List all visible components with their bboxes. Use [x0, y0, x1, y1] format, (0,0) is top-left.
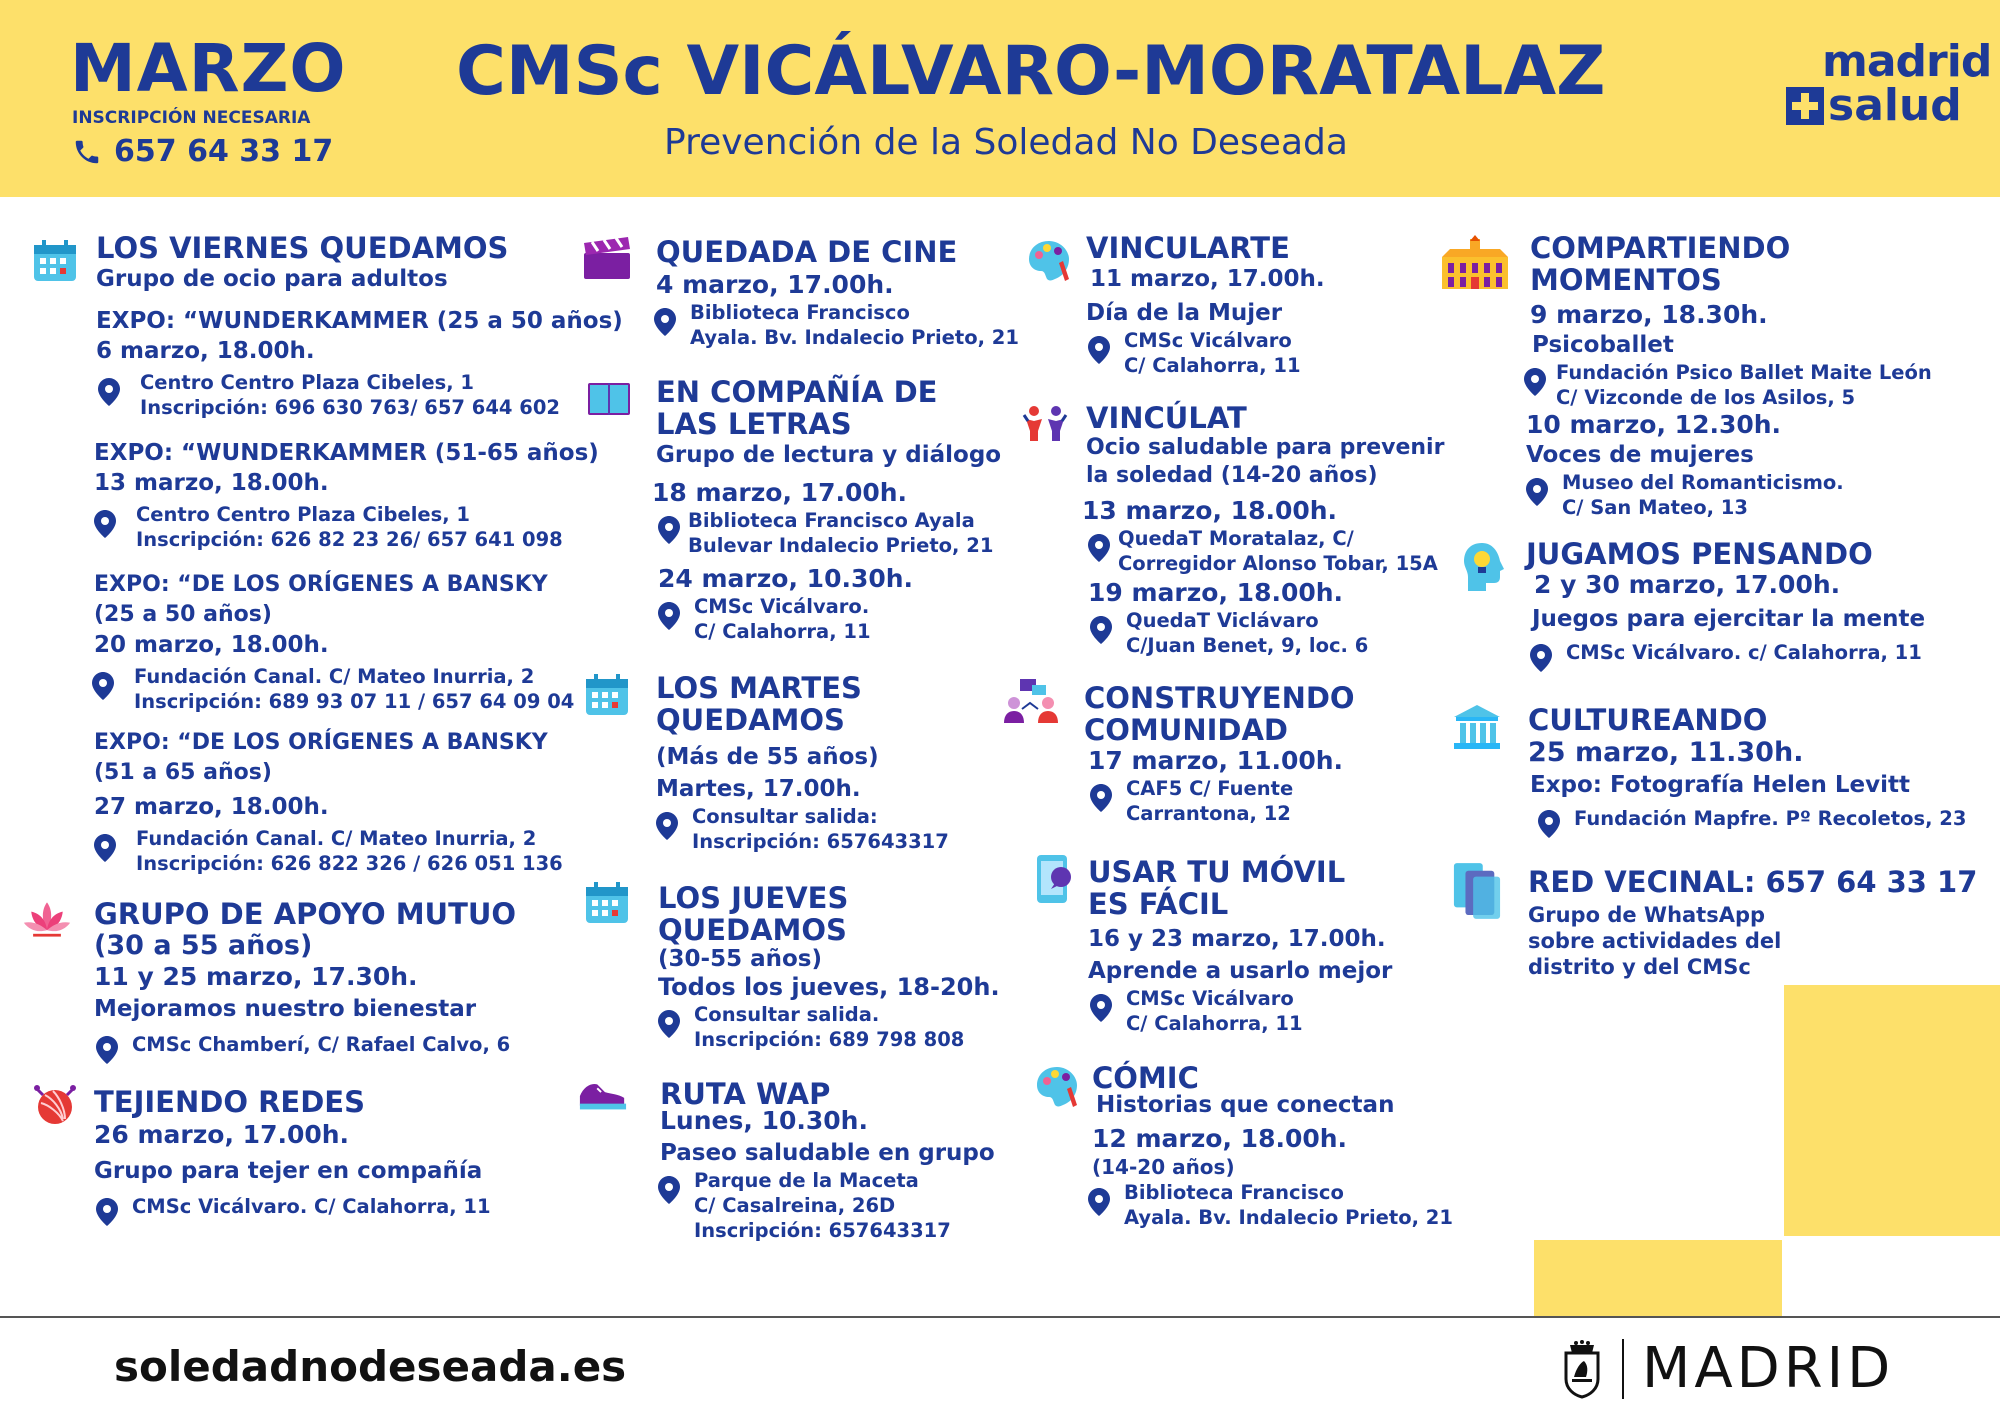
event-date: 24 marzo, 10.30h. — [658, 564, 914, 593]
location-line: C/ San Mateo, 13 — [1562, 496, 1748, 519]
location-line: CMSc Vicálvaro. C/ Calahorra, 11 — [132, 1195, 491, 1218]
location-line: Inscripción: 657643317 — [692, 830, 949, 853]
event-date: 18 marzo, 17.00h. — [652, 478, 908, 507]
section-compartiendo — [1438, 232, 1998, 520]
section-title: RUTA WAP — [660, 1077, 831, 1111]
location-line: Consultar salida: — [692, 805, 878, 828]
location-pin-icon — [1090, 616, 1112, 644]
event-title: EXPO: “WUNDERKAMMER (51-65 años) — [94, 440, 599, 466]
section-title: EN COMPAÑÍA DE — [656, 375, 938, 409]
event-desc: Voces de mujeres — [1526, 442, 1754, 468]
section-jugamos — [1438, 538, 1998, 672]
location — [30, 1190, 570, 1226]
location-line: Biblioteca Francisco Ayala — [688, 509, 975, 532]
event-date: 26 marzo, 17.00h. — [94, 1120, 350, 1149]
event-date: 11 y 25 marzo, 17.30h. — [94, 962, 418, 991]
location-line: Fundación Mapfre. Pº Recoletos, 23 — [1574, 807, 1967, 830]
lotus-icon — [22, 894, 72, 944]
location-line: Fundación Psico Ballet Maite León — [1556, 361, 1932, 384]
section-comic — [1002, 1061, 1453, 1230]
section-vinculat — [1002, 401, 1445, 658]
phone-chat-icon — [1030, 854, 1080, 904]
column-3 — [1002, 231, 1453, 1230]
column-2 — [582, 236, 1022, 1243]
section-subtitle: Grupo de ocio para adultos — [96, 266, 448, 292]
location — [582, 804, 1022, 854]
location-pin-icon — [658, 1176, 680, 1204]
section-movil — [1002, 856, 1442, 1036]
location — [582, 1168, 1022, 1243]
location-pin-icon — [96, 1198, 118, 1226]
head-lightbulb-icon — [1458, 542, 1508, 592]
event-date: 20 marzo, 18.00h. — [94, 632, 329, 658]
location — [1438, 470, 1998, 520]
book-icon — [584, 374, 634, 424]
location-line: C/ Calahorra, 11 — [694, 620, 871, 643]
section-title: COMPARTIENDO — [1530, 231, 1791, 265]
madrid-salud-logo — [1822, 36, 1992, 131]
footer-divider — [0, 1316, 2000, 1318]
section-subtitle: Historias que conectan — [1096, 1092, 1395, 1118]
location-line: Fundación Canal. C/ Mateo Inurria, 2 — [136, 827, 537, 850]
location-line: Biblioteca Francisco — [1124, 1181, 1344, 1204]
section-subtitle: Ocio saludable para prevenir — [1086, 435, 1445, 460]
event-age: (14-20 años) — [1092, 1155, 1235, 1179]
location — [582, 508, 1022, 558]
event-title: EXPO: “DE LOS ORÍGENES A BANSKY — [94, 730, 548, 755]
section-title: COMUNIDAD — [1084, 713, 1288, 747]
location-line: QuedaT Moratalaz, C/ — [1118, 527, 1354, 550]
location-line: Carrantona, 12 — [1126, 802, 1291, 825]
sneaker-icon — [578, 1070, 628, 1120]
section-title: QUEDADA DE CINE — [656, 235, 958, 269]
location-pin-icon — [1088, 336, 1110, 364]
event-desc: Expo: Fotografía Helen Levitt — [1530, 772, 1910, 798]
section-cine — [582, 236, 1022, 350]
location — [30, 370, 570, 420]
location — [30, 826, 570, 876]
location-pin-icon — [1538, 810, 1560, 838]
red-desc: Grupo de WhatsApp — [1528, 903, 1766, 927]
palette-icon — [1024, 236, 1074, 286]
location-line: Centro Centro Plaza Cibeles, 1 — [140, 371, 474, 394]
location-line: Bulevar Indalecio Prieto, 21 — [688, 534, 994, 557]
calendar-icon — [582, 878, 632, 928]
location-pin-icon — [1524, 368, 1546, 396]
logo-bottom — [1786, 80, 1991, 131]
section-letras — [582, 376, 1022, 644]
location — [582, 1002, 1022, 1052]
location-line: Centro Centro Plaza Cibeles, 1 — [136, 503, 470, 526]
location-line: Museo del Romanticismo. — [1562, 471, 1844, 494]
location-line: QuedaT Viclávaro — [1126, 609, 1319, 632]
event-date: 16 y 23 marzo, 17.00h. — [1088, 926, 1386, 952]
section-vincularte — [1002, 232, 1442, 378]
decor-block — [1534, 1240, 1782, 1316]
location-pin-icon — [94, 834, 116, 862]
location — [1002, 776, 1442, 826]
header-banner — [0, 0, 2000, 197]
event-date: Martes, 17.00h. — [656, 776, 861, 802]
section-title: MOMENTOS — [1530, 263, 1722, 297]
section-comunidad — [1002, 682, 1442, 826]
location — [1438, 802, 1998, 838]
decor-block — [1784, 985, 2000, 1236]
location — [30, 502, 570, 552]
location-line: Fundación Canal. C/ Mateo Inurria, 2 — [134, 665, 535, 688]
museum-icon — [1452, 702, 1502, 752]
location-line: Parque de la Maceta — [694, 1169, 919, 1192]
event-date: 25 marzo, 11.30h. — [1528, 737, 1804, 768]
location-line: Ayala. Bv. Indalecio Prieto, 21 — [1124, 1206, 1453, 1229]
location-line: Inscripción: 657643317 — [694, 1219, 951, 1242]
section-title: GRUPO DE APOYO MUTUO — [94, 897, 517, 931]
location — [1002, 986, 1442, 1036]
location-line: Corregidor Alonso Tobar, 15A — [1118, 552, 1438, 575]
location-line: CMSc Vicálvaro — [1124, 329, 1292, 352]
section-viernes — [30, 231, 623, 876]
event-date: 13 marzo, 18.00h. — [1082, 496, 1338, 525]
section-title: RED VECINAL: 657 64 33 17 — [1528, 865, 1978, 899]
location-line: Inscripción: 689 798 808 — [694, 1028, 965, 1051]
event-date: 6 marzo, 18.00h. — [96, 338, 315, 364]
event-date: Lunes, 10.30h. — [660, 1106, 868, 1135]
event-date: 13 marzo, 18.00h. — [94, 470, 329, 496]
location — [1002, 328, 1442, 378]
section-title: LOS MARTES — [656, 671, 862, 705]
event-date: 9 marzo, 18.30h. — [1530, 300, 1768, 329]
location-pin-icon — [658, 516, 680, 544]
location-pin-icon — [1526, 478, 1548, 506]
event-title: (51 a 65 años) — [94, 760, 272, 785]
section-title: VINCULARTE — [1086, 231, 1290, 265]
section-title: CULTUREANDO — [1528, 703, 1768, 737]
section-apoyo — [30, 898, 570, 1064]
event-desc: Juegos para ejercitar la mente — [1532, 606, 1926, 632]
phone-contact[interactable] — [72, 134, 333, 169]
location-line: Consultar salida. — [694, 1003, 880, 1026]
location-line: C/ Calahorra, 11 — [1126, 1012, 1303, 1035]
month-label: MARZO — [70, 30, 347, 107]
location-pin-icon — [98, 378, 120, 406]
location-line: C/ Casalreina, 26D — [694, 1194, 896, 1217]
location — [582, 300, 1022, 350]
coat-of-arms-icon — [1560, 1339, 1604, 1399]
section-title: CONSTRUYENDO — [1084, 681, 1355, 715]
palette-icon — [1032, 1062, 1082, 1112]
section-title: QUEDAMOS — [656, 703, 845, 737]
madrid-city-logo — [1560, 1336, 1894, 1401]
location-line: CMSc Vicálvaro. c/ Calahorra, 11 — [1566, 641, 1922, 664]
calendar-icon — [30, 236, 80, 286]
phone-number: 657 64 33 17 — [114, 134, 334, 169]
location-line: CMSc Vicálvaro. — [694, 595, 870, 618]
section-subtitle: la soledad (14-20 años) — [1086, 463, 1378, 488]
section-title: VINCÚLAT — [1086, 401, 1247, 435]
event-desc: Día de la Mujer — [1086, 300, 1283, 326]
location — [582, 594, 1022, 644]
section-title: USAR TU MÓVIL — [1088, 855, 1346, 889]
event-title: (25 a 50 años) — [94, 602, 272, 627]
location-pin-icon — [92, 672, 114, 700]
section-title: LAS LETRAS — [656, 407, 852, 441]
location-line: Inscripción: 689 93 07 11 / 657 64 09 04 — [134, 690, 575, 713]
devices-icon — [1452, 866, 1502, 916]
event-date: 17 marzo, 11.00h. — [1088, 746, 1344, 775]
location-pin-icon — [1090, 994, 1112, 1022]
location — [30, 1028, 570, 1064]
event-desc: Grupo para tejer en compañía — [94, 1158, 483, 1184]
event-date: 12 marzo, 18.00h. — [1092, 1124, 1348, 1153]
logo-top-text: madrid — [1822, 36, 1992, 87]
location-pin-icon — [94, 510, 116, 538]
section-cultureando — [1438, 704, 1998, 838]
event-desc: Mejoramos nuestro bienestar — [94, 996, 477, 1022]
section-red-vecinal — [1438, 866, 1998, 980]
event-date: 2 y 30 marzo, 17.00h. — [1534, 570, 1841, 599]
location — [1002, 1180, 1453, 1230]
location-pin-icon — [654, 308, 676, 336]
event-desc: Aprende a usarlo mejor — [1088, 958, 1393, 984]
section-title: TEJIENDO REDES — [94, 1085, 365, 1119]
event-desc: Paseo saludable en grupo — [660, 1140, 995, 1166]
red-desc: sobre actividades del — [1528, 929, 1782, 953]
location — [1438, 360, 1998, 410]
clapperboard-icon — [582, 234, 632, 284]
section-title: LOS VIERNES QUEDAMOS — [96, 231, 509, 265]
location-pin-icon — [1088, 1188, 1110, 1216]
event-title: EXPO: “DE LOS ORÍGENES A BANSKY — [94, 572, 548, 597]
location-line: Ayala. Bv. Indalecio Prieto, 21 — [690, 326, 1019, 349]
section-ruta — [582, 1078, 1022, 1243]
page-subtitle: Prevención de la Soledad No Deseada — [664, 122, 1348, 163]
location-pin-icon — [96, 1036, 118, 1064]
cross-icon — [1786, 87, 1824, 125]
page-title: CMSc VICÁLVARO-MORATALAZ — [456, 32, 1606, 111]
event-date: 10 marzo, 12.30h. — [1526, 410, 1782, 439]
location-pin-icon — [658, 1010, 680, 1038]
section-title: QUEDAMOS — [658, 913, 847, 947]
location-line: Inscripción: 696 630 763/ 657 644 602 — [140, 396, 560, 419]
event-date: 27 marzo, 18.00h. — [94, 794, 329, 820]
section-subtitle: (30 a 55 años) — [94, 930, 313, 961]
location-line: Inscripción: 626 822 326 / 626 051 136 — [136, 852, 563, 875]
location-pin-icon — [1090, 784, 1112, 812]
location — [1002, 526, 1442, 576]
section-martes — [582, 672, 1022, 854]
section-tejiendo — [30, 1086, 570, 1226]
madrid-wordmark: MADRID — [1642, 1336, 1895, 1401]
location-line: Inscripción: 626 82 23 26/ 657 641 098 — [136, 528, 563, 551]
location-line: C/Juan Benet, 9, loc. 6 — [1126, 634, 1369, 657]
section-title: CÓMIC — [1092, 1061, 1199, 1095]
location-pin-icon — [1088, 534, 1110, 562]
section-subtitle: Grupo de lectura y diálogo — [656, 442, 1002, 468]
event-date: Todos los jueves, 18-20h. — [658, 973, 1000, 1001]
palace-icon — [1438, 238, 1512, 288]
location-line: Biblioteca Francisco — [690, 301, 910, 324]
section-title: JUGAMOS PENSANDO — [1526, 537, 1873, 571]
phone-icon — [72, 137, 102, 167]
section-subtitle: (30-55 años) — [658, 946, 822, 972]
location-pin-icon — [656, 812, 678, 840]
people-icon — [1020, 398, 1070, 448]
logo-divider — [1622, 1339, 1624, 1399]
inscription-note: INSCRIPCIÓN NECESARIA — [72, 108, 311, 128]
section-title: LOS JUEVES — [658, 881, 849, 915]
event-date: 4 marzo, 17.00h. — [656, 270, 894, 299]
location — [1438, 636, 1998, 672]
event-title: EXPO: “WUNDERKAMMER (25 a 50 años) — [96, 308, 623, 334]
logo-bottom-text: salud — [1828, 80, 1962, 131]
location — [1002, 608, 1442, 658]
event-date: 11 marzo, 17.00h. — [1090, 266, 1325, 292]
location-line: C/ Vizconde de los Asilos, 5 — [1556, 386, 1856, 409]
section-title: ES FÁCIL — [1088, 887, 1229, 921]
section-jueves — [582, 882, 1022, 1052]
community-icon — [1002, 678, 1062, 728]
event-desc: Psicoballet — [1532, 332, 1674, 358]
event-date: 19 marzo, 18.00h. — [1088, 578, 1344, 607]
location-pin-icon — [658, 602, 680, 630]
location-line: C/ Calahorra, 11 — [1124, 354, 1301, 377]
location-line: CMSc Vicálvaro — [1126, 987, 1294, 1010]
column-1 — [30, 231, 623, 1226]
website-link[interactable]: soledadnodeseada.es — [114, 1342, 627, 1391]
location-line: CMSc Chamberí, C/ Rafael Calvo, 6 — [132, 1033, 511, 1056]
calendar-icon — [582, 670, 632, 720]
location — [30, 664, 575, 714]
location-pin-icon — [1530, 644, 1552, 672]
red-desc: distrito y del CMSc — [1528, 955, 1751, 979]
location-line: CAF5 C/ Fuente — [1126, 777, 1294, 800]
yarn-icon — [30, 1080, 80, 1130]
section-subtitle: (Más de 55 años) — [656, 744, 879, 770]
column-4 — [1438, 232, 1998, 980]
